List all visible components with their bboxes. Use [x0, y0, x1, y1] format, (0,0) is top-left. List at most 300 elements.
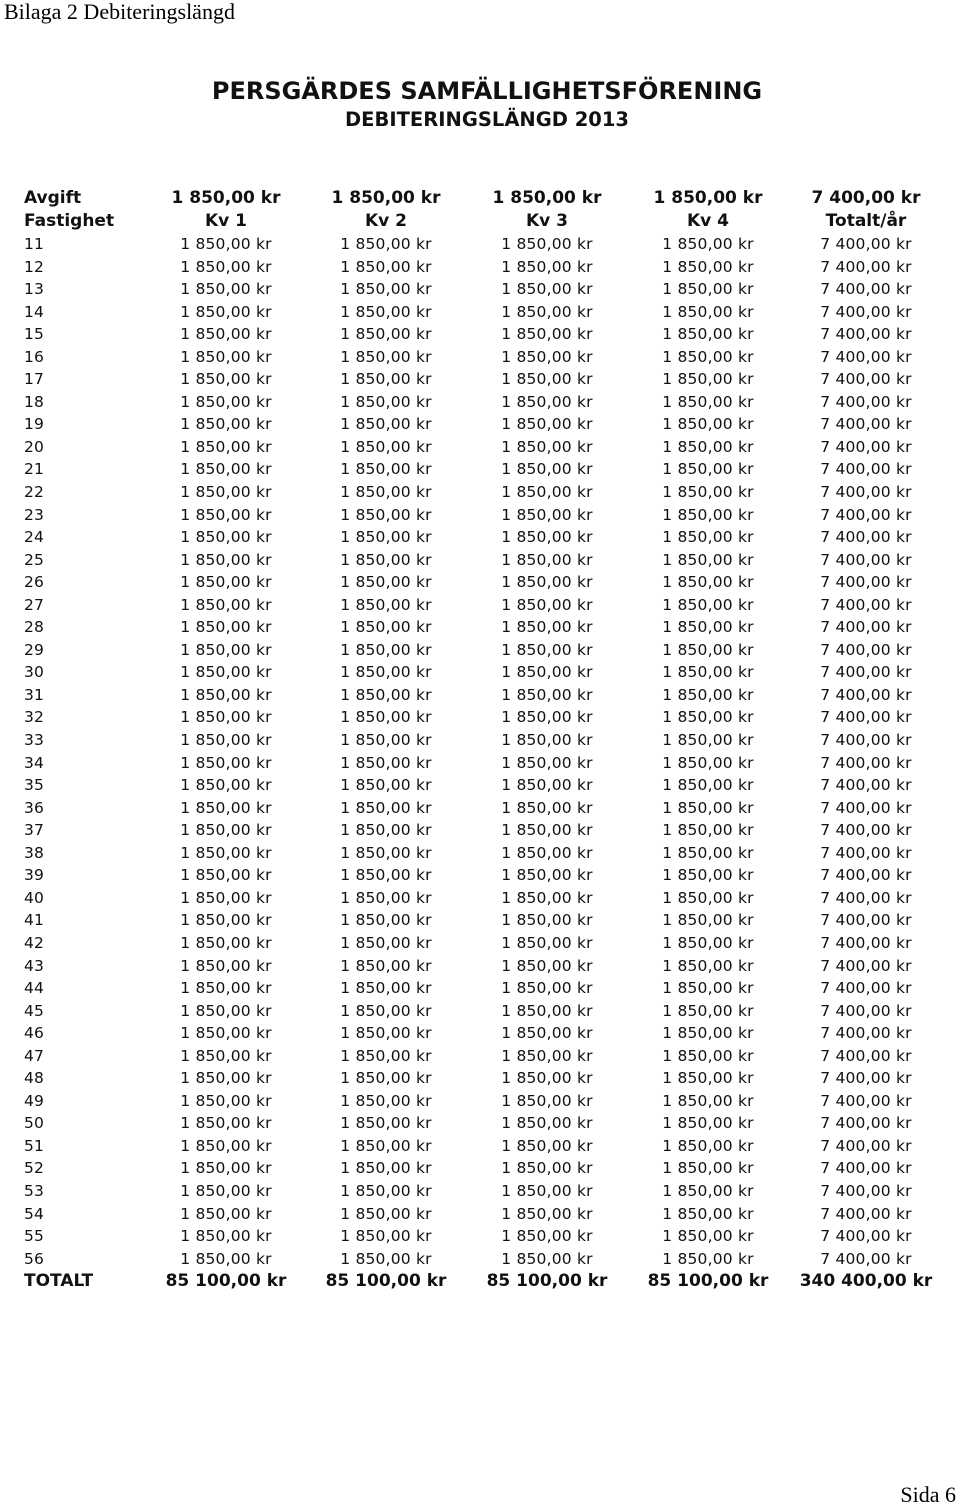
total-label: TOTALT	[24, 1271, 94, 1292]
cell-kv1: 1 850,00 kr	[180, 1249, 272, 1268]
cell-kv3: 1 850,00 kr	[501, 888, 593, 907]
table-row	[24, 323, 944, 346]
cell-fastighet: 33	[24, 731, 45, 750]
table-row	[24, 233, 944, 256]
cell-total: 7 400,00 kr	[820, 1091, 912, 1110]
cell-total: 7 400,00 kr	[820, 1204, 912, 1223]
cell-kv2: 1 850,00 kr	[340, 347, 432, 366]
document-title: PERSGÄRDES SAMFÄLLIGHETSFÖRENING	[211, 77, 763, 105]
cell-fastighet: 31	[24, 685, 45, 704]
cell-kv4: 1 850,00 kr	[662, 888, 754, 907]
cell-kv3: 1 850,00 kr	[501, 1091, 593, 1110]
cell-fastighet: 54	[24, 1204, 45, 1223]
cell-kv2: 1 850,00 kr	[340, 1001, 432, 1020]
cell-fastighet: 24	[24, 528, 45, 547]
cell-kv4: 1 850,00 kr	[662, 392, 754, 411]
cell-total: 7 400,00 kr	[820, 1114, 912, 1133]
cell-kv2: 1 850,00 kr	[340, 888, 432, 907]
cell-total: 7 400,00 kr	[820, 347, 912, 366]
table-row	[24, 819, 944, 842]
cell-kv1: 1 850,00 kr	[180, 708, 272, 727]
cell-fastighet: 15	[24, 325, 45, 344]
cell-kv2: 1 850,00 kr	[340, 1249, 432, 1268]
cell-total: 7 400,00 kr	[820, 257, 912, 276]
cell-kv3: 1 850,00 kr	[501, 302, 593, 321]
cell-kv4: 1 850,00 kr	[662, 685, 754, 704]
cell-fastighet: 12	[24, 257, 45, 276]
cell-total: 7 400,00 kr	[820, 1136, 912, 1155]
cell-total: 7 400,00 kr	[820, 685, 912, 704]
table-row	[24, 887, 944, 910]
cell-kv3: 1 850,00 kr	[501, 911, 593, 930]
cell-kv2: 1 850,00 kr	[340, 528, 432, 547]
cell-kv4: 1 850,00 kr	[662, 798, 754, 817]
column-header-total: Totalt/år	[825, 211, 907, 231]
cell-kv4: 1 850,00 kr	[662, 1181, 754, 1200]
table-row	[24, 1045, 944, 1068]
cell-kv2: 1 850,00 kr	[340, 1159, 432, 1178]
cell-fastighet: 23	[24, 505, 45, 524]
cell-kv2: 1 850,00 kr	[340, 325, 432, 344]
fee-kv1: 1 850,00 kr	[171, 188, 281, 208]
cell-fastighet: 45	[24, 1001, 45, 1020]
cell-kv4: 1 850,00 kr	[662, 1024, 754, 1043]
cell-kv1: 1 850,00 kr	[180, 325, 272, 344]
cell-kv2: 1 850,00 kr	[340, 280, 432, 299]
table-row	[24, 1225, 944, 1248]
cell-kv4: 1 850,00 kr	[662, 415, 754, 434]
cell-fastighet: 48	[24, 1069, 45, 1088]
cell-total: 7 400,00 kr	[820, 956, 912, 975]
cell-total: 7 400,00 kr	[820, 528, 912, 547]
cell-kv1: 1 850,00 kr	[180, 573, 272, 592]
cell-fastighet: 22	[24, 483, 45, 502]
cell-kv2: 1 850,00 kr	[340, 1136, 432, 1155]
cell-kv3: 1 850,00 kr	[501, 640, 593, 659]
cell-kv4: 1 850,00 kr	[662, 302, 754, 321]
cell-kv1: 1 850,00 kr	[180, 235, 272, 253]
table-row	[24, 774, 944, 797]
cell-kv2: 1 850,00 kr	[340, 437, 432, 456]
cell-kv1: 1 850,00 kr	[180, 528, 272, 547]
table-row	[24, 549, 944, 572]
cell-total: 7 400,00 kr	[820, 731, 912, 750]
cell-kv3: 1 850,00 kr	[501, 753, 593, 772]
cell-kv3: 1 850,00 kr	[501, 573, 593, 592]
column-header-kv3: Kv 3	[525, 211, 568, 231]
cell-kv1: 1 850,00 kr	[180, 370, 272, 389]
table-row	[24, 864, 944, 887]
cell-kv4: 1 850,00 kr	[662, 257, 754, 276]
cell-fastighet: 19	[24, 415, 45, 434]
cell-kv4: 1 850,00 kr	[662, 1159, 754, 1178]
cell-kv3: 1 850,00 kr	[501, 776, 593, 795]
cell-kv1: 1 850,00 kr	[180, 685, 272, 704]
cell-kv4: 1 850,00 kr	[662, 437, 754, 456]
cell-fastighet: 53	[24, 1181, 45, 1200]
cell-kv2: 1 850,00 kr	[340, 1091, 432, 1110]
cell-kv1: 1 850,00 kr	[180, 956, 272, 975]
table-row	[24, 684, 944, 707]
cell-kv2: 1 850,00 kr	[340, 257, 432, 276]
cell-kv4: 1 850,00 kr	[662, 460, 754, 479]
cell-total: 7 400,00 kr	[820, 979, 912, 998]
cell-kv2: 1 850,00 kr	[340, 1046, 432, 1065]
table-row	[24, 1203, 944, 1226]
cell-kv3: 1 850,00 kr	[501, 325, 593, 344]
cell-kv1: 1 850,00 kr	[180, 483, 272, 502]
cell-kv2: 1 850,00 kr	[340, 573, 432, 592]
cell-kv4: 1 850,00 kr	[662, 1046, 754, 1065]
cell-kv3: 1 850,00 kr	[501, 505, 593, 524]
cell-total: 7 400,00 kr	[820, 1159, 912, 1178]
cell-kv4: 1 850,00 kr	[662, 347, 754, 366]
table-row	[24, 594, 944, 617]
cell-kv4: 1 850,00 kr	[662, 1069, 754, 1088]
cell-total: 7 400,00 kr	[820, 437, 912, 456]
cell-kv1: 1 850,00 kr	[180, 1181, 272, 1200]
cell-kv3: 1 850,00 kr	[501, 1114, 593, 1133]
cell-total: 7 400,00 kr	[820, 483, 912, 502]
cell-total: 7 400,00 kr	[820, 1181, 912, 1200]
cell-total: 7 400,00 kr	[820, 370, 912, 389]
cell-fastighet: 18	[24, 392, 45, 411]
cell-kv4: 1 850,00 kr	[662, 280, 754, 299]
cell-total: 7 400,00 kr	[820, 595, 912, 614]
cell-kv4: 1 850,00 kr	[662, 618, 754, 637]
cell-kv4: 1 850,00 kr	[662, 911, 754, 930]
cell-total: 7 400,00 kr	[820, 1001, 912, 1020]
cell-kv4: 1 850,00 kr	[662, 843, 754, 862]
cell-kv1: 1 850,00 kr	[180, 347, 272, 366]
cell-fastighet: 37	[24, 821, 45, 840]
cell-kv3: 1 850,00 kr	[501, 933, 593, 952]
cell-kv1: 1 850,00 kr	[180, 460, 272, 479]
cell-fastighet: 26	[24, 573, 45, 592]
cell-kv3: 1 850,00 kr	[501, 1136, 593, 1155]
cell-fastighet: 39	[24, 866, 45, 885]
cell-kv3: 1 850,00 kr	[501, 708, 593, 727]
table-row	[24, 797, 944, 820]
cell-fastighet: 28	[24, 618, 45, 637]
cell-kv4: 1 850,00 kr	[662, 776, 754, 795]
table-row	[24, 346, 944, 369]
cell-kv3: 1 850,00 kr	[501, 528, 593, 547]
cell-kv1: 1 850,00 kr	[180, 888, 272, 907]
cell-kv3: 1 850,00 kr	[501, 663, 593, 682]
cell-kv2: 1 850,00 kr	[340, 460, 432, 479]
table-row	[24, 301, 944, 324]
cell-kv2: 1 850,00 kr	[340, 708, 432, 727]
cell-kv4: 1 850,00 kr	[662, 753, 754, 772]
cell-kv1: 1 850,00 kr	[180, 1024, 272, 1043]
cell-kv1: 1 850,00 kr	[180, 280, 272, 299]
table-row	[24, 256, 944, 279]
cell-total: 7 400,00 kr	[820, 1024, 912, 1043]
page-header: Bilaga 2 Debiteringslängd	[4, 0, 235, 24]
cell-kv3: 1 850,00 kr	[501, 370, 593, 389]
cell-fastighet: 13	[24, 280, 45, 299]
cell-kv1: 1 850,00 kr	[180, 392, 272, 411]
cell-fastighet: 40	[24, 888, 45, 907]
table-row	[24, 1180, 944, 1203]
cell-kv3: 1 850,00 kr	[501, 1001, 593, 1020]
table-row	[24, 368, 944, 391]
cell-kv3: 1 850,00 kr	[501, 685, 593, 704]
cell-kv4: 1 850,00 kr	[662, 1227, 754, 1246]
fee-kv2: 1 850,00 kr	[331, 188, 441, 208]
cell-fastighet: 17	[24, 370, 45, 389]
cell-kv3: 1 850,00 kr	[501, 392, 593, 411]
cell-total: 7 400,00 kr	[820, 933, 912, 952]
cell-fastighet: 42	[24, 933, 45, 952]
cell-fastighet: 44	[24, 979, 45, 998]
cell-kv4: 1 850,00 kr	[662, 1114, 754, 1133]
cell-total: 7 400,00 kr	[820, 392, 912, 411]
cell-kv1: 1 850,00 kr	[180, 1204, 272, 1223]
cell-kv3: 1 850,00 kr	[501, 798, 593, 817]
cell-kv4: 1 850,00 kr	[662, 483, 754, 502]
cell-total: 7 400,00 kr	[820, 911, 912, 930]
cell-fastighet: 47	[24, 1046, 45, 1065]
table-row	[24, 1112, 944, 1135]
cell-kv1: 1 850,00 kr	[180, 753, 272, 772]
cell-kv3: 1 850,00 kr	[501, 280, 593, 299]
cell-total: 7 400,00 kr	[820, 235, 912, 253]
cell-kv3: 1 850,00 kr	[501, 1249, 593, 1268]
table-row	[24, 955, 944, 978]
cell-kv3: 1 850,00 kr	[501, 979, 593, 998]
cell-kv3: 1 850,00 kr	[501, 235, 593, 253]
cell-kv3: 1 850,00 kr	[501, 618, 593, 637]
cell-kv3: 1 850,00 kr	[501, 257, 593, 276]
fee-label: Avgift	[24, 188, 82, 208]
cell-kv3: 1 850,00 kr	[501, 1227, 593, 1246]
cell-kv1: 1 850,00 kr	[180, 843, 272, 862]
cell-fastighet: 29	[24, 640, 45, 659]
total-kv3: 85 100,00 kr	[486, 1271, 608, 1292]
cell-total: 7 400,00 kr	[820, 843, 912, 862]
cell-kv3: 1 850,00 kr	[501, 1204, 593, 1223]
cell-kv1: 1 850,00 kr	[180, 505, 272, 524]
cell-kv2: 1 850,00 kr	[340, 776, 432, 795]
total-row	[24, 1270, 944, 1293]
column-header-kv1: Kv 1	[204, 211, 247, 231]
cell-kv4: 1 850,00 kr	[662, 663, 754, 682]
cell-kv3: 1 850,00 kr	[501, 1046, 593, 1065]
cell-total: 7 400,00 kr	[820, 1046, 912, 1065]
cell-kv3: 1 850,00 kr	[501, 1024, 593, 1043]
cell-kv4: 1 850,00 kr	[662, 1001, 754, 1020]
cell-fastighet: 49	[24, 1091, 45, 1110]
cell-kv4: 1 850,00 kr	[662, 640, 754, 659]
cell-kv3: 1 850,00 kr	[501, 731, 593, 750]
cell-kv3: 1 850,00 kr	[501, 415, 593, 434]
cell-kv2: 1 850,00 kr	[340, 640, 432, 659]
cell-kv1: 1 850,00 kr	[180, 1091, 272, 1110]
table-row	[24, 661, 944, 684]
cell-kv1: 1 850,00 kr	[180, 1227, 272, 1246]
cell-kv2: 1 850,00 kr	[340, 1204, 432, 1223]
cell-kv4: 1 850,00 kr	[662, 731, 754, 750]
cell-kv4: 1 850,00 kr	[662, 550, 754, 569]
cell-kv2: 1 850,00 kr	[340, 753, 432, 772]
cell-kv4: 1 850,00 kr	[662, 1249, 754, 1268]
cell-kv1: 1 850,00 kr	[180, 731, 272, 750]
cell-fastighet: 55	[24, 1227, 45, 1246]
table-row	[24, 391, 944, 414]
cell-kv3: 1 850,00 kr	[501, 1159, 593, 1178]
cell-fastighet: 50	[24, 1114, 45, 1133]
cell-kv2: 1 850,00 kr	[340, 595, 432, 614]
cell-kv1: 1 850,00 kr	[180, 663, 272, 682]
cell-fastighet: 56	[24, 1249, 45, 1268]
cell-kv2: 1 850,00 kr	[340, 415, 432, 434]
cell-kv2: 1 850,00 kr	[340, 1069, 432, 1088]
total-kv2: 85 100,00 kr	[325, 1271, 447, 1292]
cell-total: 7 400,00 kr	[820, 753, 912, 772]
table-row	[24, 932, 944, 955]
cell-total: 7 400,00 kr	[820, 663, 912, 682]
table-row	[24, 909, 944, 932]
cell-kv4: 1 850,00 kr	[662, 708, 754, 727]
cell-kv2: 1 850,00 kr	[340, 550, 432, 569]
table-row	[24, 616, 944, 639]
cell-total: 7 400,00 kr	[820, 325, 912, 344]
cell-kv2: 1 850,00 kr	[340, 1114, 432, 1133]
cell-total: 7 400,00 kr	[820, 821, 912, 840]
cell-kv1: 1 850,00 kr	[180, 866, 272, 885]
table-row	[24, 481, 944, 504]
cell-total: 7 400,00 kr	[820, 640, 912, 659]
table-row	[24, 1157, 944, 1180]
table-row	[24, 842, 944, 865]
cell-fastighet: 30	[24, 663, 45, 682]
cell-kv1: 1 850,00 kr	[180, 595, 272, 614]
cell-kv2: 1 850,00 kr	[340, 302, 432, 321]
table-row	[24, 1135, 944, 1158]
cell-fastighet: 11	[24, 235, 45, 253]
cell-total: 7 400,00 kr	[820, 302, 912, 321]
cell-fastighet: 38	[24, 843, 45, 862]
cell-fastighet: 43	[24, 956, 45, 975]
cell-fastighet: 36	[24, 798, 45, 817]
cell-kv3: 1 850,00 kr	[501, 843, 593, 862]
cell-kv1: 1 850,00 kr	[180, 640, 272, 659]
table-row	[24, 1000, 944, 1023]
cell-kv4: 1 850,00 kr	[662, 235, 754, 253]
cell-kv1: 1 850,00 kr	[180, 257, 272, 276]
cell-kv1: 1 850,00 kr	[180, 550, 272, 569]
cell-kv2: 1 850,00 kr	[340, 843, 432, 862]
cell-kv1: 1 850,00 kr	[180, 618, 272, 637]
cell-fastighet: 46	[24, 1024, 45, 1043]
page-footer: Sida 6	[900, 1482, 956, 1507]
cell-kv2: 1 850,00 kr	[340, 663, 432, 682]
table-row	[24, 1248, 944, 1271]
cell-kv2: 1 850,00 kr	[340, 933, 432, 952]
cell-kv1: 1 850,00 kr	[180, 415, 272, 434]
ledger-header	[24, 187, 944, 233]
cell-kv1: 1 850,00 kr	[180, 798, 272, 817]
cell-kv2: 1 850,00 kr	[340, 866, 432, 885]
document-subtitle: DEBITERINGSLÄNGD 2013	[345, 108, 629, 131]
cell-fastighet: 14	[24, 302, 45, 321]
cell-kv1: 1 850,00 kr	[180, 1159, 272, 1178]
cell-kv2: 1 850,00 kr	[340, 911, 432, 930]
cell-fastighet: 35	[24, 776, 45, 795]
cell-kv1: 1 850,00 kr	[180, 1046, 272, 1065]
table-row	[24, 458, 944, 481]
cell-fastighet: 25	[24, 550, 45, 569]
cell-kv1: 1 850,00 kr	[180, 776, 272, 795]
cell-kv4: 1 850,00 kr	[662, 933, 754, 952]
cell-total: 7 400,00 kr	[820, 866, 912, 885]
cell-fastighet: 34	[24, 753, 45, 772]
cell-kv2: 1 850,00 kr	[340, 370, 432, 389]
cell-kv2: 1 850,00 kr	[340, 1024, 432, 1043]
cell-kv2: 1 850,00 kr	[340, 821, 432, 840]
table-row	[24, 526, 944, 549]
table-row	[24, 729, 944, 752]
cell-fastighet: 27	[24, 595, 45, 614]
debit-ledger-table	[24, 187, 944, 1293]
cell-kv4: 1 850,00 kr	[662, 1136, 754, 1155]
column-header-row	[24, 210, 944, 233]
cell-kv1: 1 850,00 kr	[180, 933, 272, 952]
ledger-body	[24, 233, 944, 1270]
table-row	[24, 278, 944, 301]
table-row	[24, 1067, 944, 1090]
cell-kv4: 1 850,00 kr	[662, 325, 754, 344]
cell-fastighet: 16	[24, 347, 45, 366]
cell-kv3: 1 850,00 kr	[501, 595, 593, 614]
table-row	[24, 752, 944, 775]
cell-fastighet: 21	[24, 460, 45, 479]
fee-kv3: 1 850,00 kr	[492, 188, 602, 208]
table-row	[24, 413, 944, 436]
cell-kv4: 1 850,00 kr	[662, 1204, 754, 1223]
cell-kv3: 1 850,00 kr	[501, 866, 593, 885]
cell-total: 7 400,00 kr	[820, 888, 912, 907]
cell-kv3: 1 850,00 kr	[501, 483, 593, 502]
cell-kv4: 1 850,00 kr	[662, 528, 754, 547]
column-header-kv4: Kv 4	[686, 211, 729, 231]
cell-kv1: 1 850,00 kr	[180, 1069, 272, 1088]
cell-total: 7 400,00 kr	[820, 550, 912, 569]
cell-kv3: 1 850,00 kr	[501, 550, 593, 569]
cell-total: 7 400,00 kr	[820, 1227, 912, 1246]
ledger-footer	[24, 1270, 944, 1293]
cell-kv2: 1 850,00 kr	[340, 1227, 432, 1246]
fee-total: 7 400,00 kr	[811, 188, 921, 208]
cell-kv4: 1 850,00 kr	[662, 370, 754, 389]
cell-total: 7 400,00 kr	[820, 776, 912, 795]
cell-fastighet: 52	[24, 1159, 45, 1178]
cell-total: 7 400,00 kr	[820, 415, 912, 434]
cell-kv4: 1 850,00 kr	[662, 821, 754, 840]
cell-kv2: 1 850,00 kr	[340, 483, 432, 502]
cell-kv2: 1 850,00 kr	[340, 505, 432, 524]
cell-kv2: 1 850,00 kr	[340, 798, 432, 817]
cell-kv4: 1 850,00 kr	[662, 979, 754, 998]
cell-fastighet: 51	[24, 1136, 45, 1155]
cell-kv2: 1 850,00 kr	[340, 618, 432, 637]
cell-kv1: 1 850,00 kr	[180, 821, 272, 840]
cell-kv2: 1 850,00 kr	[340, 1181, 432, 1200]
cell-total: 7 400,00 kr	[820, 280, 912, 299]
cell-kv1: 1 850,00 kr	[180, 302, 272, 321]
